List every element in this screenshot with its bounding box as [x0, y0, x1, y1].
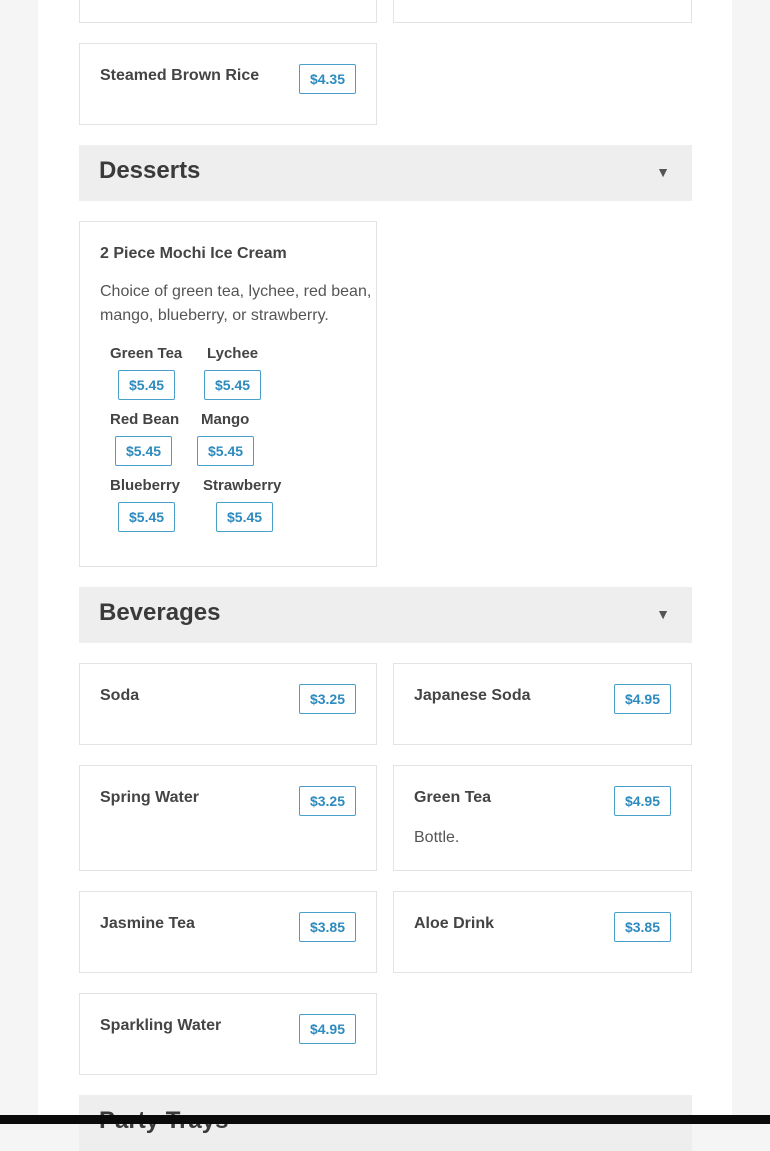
variant-price-blueberry-button[interactable]: $5.45 — [118, 502, 175, 532]
item-name: Jasmine Tea — [100, 915, 195, 932]
variant-price-strawberry-button[interactable]: $5.45 — [216, 502, 273, 532]
menu-item-aloe-drink — [393, 891, 692, 973]
section-header-beverages[interactable] — [79, 587, 692, 643]
item-name: Green Tea — [414, 789, 492, 806]
item-name: Aloe Drink — [414, 915, 495, 932]
item-name: Soda — [100, 687, 140, 704]
section-title: Beverages — [99, 599, 221, 626]
menu-item-green-tea — [393, 765, 692, 871]
menu-item-jasmine-tea — [79, 891, 377, 973]
menu-page — [38, 0, 732, 1124]
item-name: 2 Piece Mochi Ice Cream — [100, 245, 287, 262]
item-name: Japanese Soda — [414, 687, 531, 704]
variant-price-mango-button[interactable]: $5.45 — [197, 436, 254, 466]
variant-price-red-bean-button[interactable]: $5.45 — [115, 436, 172, 466]
variant-label-strawberry: Strawberry — [203, 477, 282, 494]
variant-label-mango: Mango — [201, 411, 250, 428]
item-name: Sparkling Water — [100, 1017, 222, 1034]
variant-label-green-tea: Green Tea — [110, 345, 183, 362]
variant-price-green-tea-button[interactable]: $5.45 — [118, 370, 175, 400]
item-name: Spring Water — [100, 789, 199, 806]
menu-item-card — [393, 0, 692, 23]
item-description — [100, 280, 371, 328]
menu-item-spring-water — [79, 765, 377, 871]
add-to-cart-price-button[interactable]: $3.25 — [299, 684, 356, 714]
variant-price-lychee-button[interactable]: $5.45 — [204, 370, 261, 400]
item-description: Bottle. — [414, 829, 460, 846]
bottom-bar — [0, 1115, 770, 1124]
chevron-down-icon: ▼ — [656, 164, 670, 180]
description-line: Choice of green tea, lychee, red bean, — [100, 283, 372, 300]
menu-item-card — [79, 0, 377, 23]
add-to-cart-price-button[interactable]: $3.85 — [614, 912, 671, 942]
menu-item-steamed-brown-rice — [79, 43, 377, 125]
section-title: Desserts — [99, 157, 201, 184]
add-to-cart-price-button[interactable]: $4.95 — [614, 684, 671, 714]
add-to-cart-price-button[interactable]: $4.95 — [299, 1014, 356, 1044]
menu-item-japanese-soda — [393, 663, 692, 745]
add-to-cart-price-button[interactable]: $4.95 — [614, 786, 671, 816]
section-header-desserts[interactable] — [79, 145, 692, 201]
chevron-down-icon: ▼ — [656, 606, 670, 622]
add-to-cart-price-button[interactable]: $3.85 — [299, 912, 356, 942]
add-to-cart-price-button[interactable]: $4.35 — [299, 64, 356, 94]
variant-label-red-bean: Red Bean — [110, 411, 180, 428]
menu-item-soda — [79, 663, 377, 745]
description-line: mango, blueberry, or strawberry. — [100, 307, 329, 324]
menu-item-sparkling-water — [79, 993, 377, 1075]
variant-label-lychee: Lychee — [207, 345, 259, 362]
item-name: Steamed Brown Rice — [100, 67, 260, 84]
menu-item-mochi-ice-cream — [79, 221, 377, 567]
add-to-cart-price-button[interactable]: $3.25 — [299, 786, 356, 816]
variant-label-blueberry: Blueberry — [110, 477, 181, 494]
